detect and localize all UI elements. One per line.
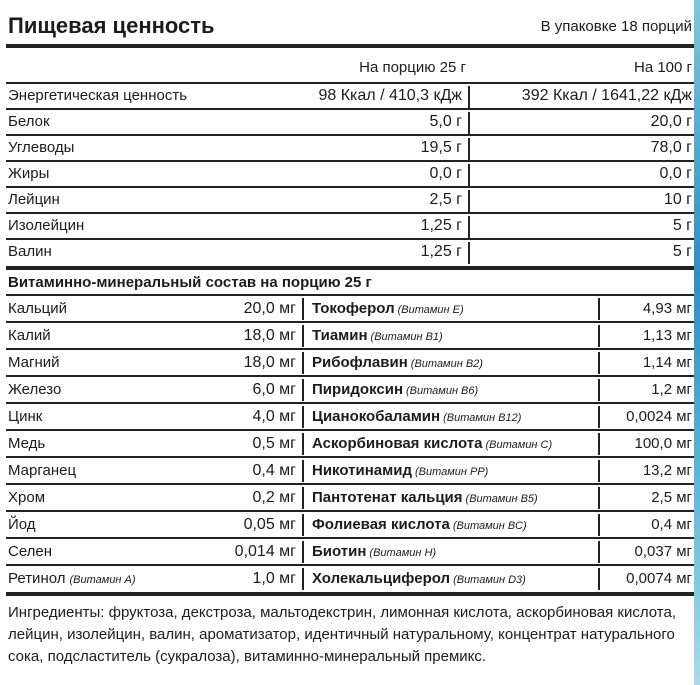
vitamin-amount: 0,0024 мг (626, 408, 692, 425)
column-separator (598, 298, 600, 320)
vitamin-name: Фолиевая кислота (Витамин ВС) (312, 516, 527, 533)
mineral-row (6, 349, 694, 375)
mineral-amount: 0,2 мг (252, 489, 296, 506)
mineral-row (6, 376, 694, 402)
nutrient-100g-value: 78,0 г (650, 139, 692, 156)
nutrient-serving-value: 98 Ккал / 410,3 кДж (318, 87, 462, 104)
vitamin-name: Пантотенат кальция (Витамин В5) (312, 489, 538, 506)
mineral-row (6, 565, 694, 591)
vitamin-note: (Витамин С) (485, 439, 553, 451)
nutrition-row (6, 213, 694, 239)
nutrient-100g-value: 20,0 г (650, 113, 692, 130)
column-separator (468, 112, 470, 134)
column-separator (302, 487, 304, 509)
column-separator (302, 325, 304, 347)
divider-section (6, 266, 694, 270)
nutrient-serving-value: 0,0 г (429, 165, 462, 182)
vitamin-note: (Витамин РР) (414, 466, 489, 478)
vitamin-amount: 13,2 мг (642, 462, 692, 479)
vitamin-name: Никотинамид (Витамин РР) (312, 462, 489, 479)
ingredients-text: Ингредиенты: фруктоза, декстроза, мальтодекстрин, лимонная кислота, аскорбиновая кислота, лейцин, изолейцин, валин, ароматизатор, идентичный натуральному, концентрат натурального сока, подсластитель (сукралоза), витаминно-минеральный премикс. (8, 604, 676, 665)
column-separator (468, 86, 470, 108)
vitamin-note: (Витамин В5) (465, 493, 538, 505)
vitamin-note: (Витамин В2) (410, 358, 483, 370)
mineral-name: Калий (8, 327, 51, 344)
column-separator (598, 487, 600, 509)
vitamin-name: Токоферол (Витамин Е) (312, 300, 464, 317)
mineral-amount: 18,0 мг (243, 354, 296, 371)
column-separator (598, 541, 600, 563)
mineral-amount: 6,0 мг (252, 381, 296, 398)
vitamin-note: (Витамин В1) (370, 331, 443, 343)
vitamin-name: Цианокобаламин (Витамин В12) (312, 408, 522, 425)
mineral-amount: 18,0 мг (243, 327, 296, 344)
nutrient-100g-value: 5 г (672, 217, 692, 234)
divider-top (6, 44, 694, 48)
column-separator (598, 406, 600, 428)
vitamin-name: Пиридоксин (Витамин В6) (312, 381, 479, 398)
mineral-row (6, 538, 694, 564)
package-servings: В упаковке 18 порций (540, 18, 692, 35)
mineral-amount: 0,4 мг (252, 462, 296, 479)
nutrition-row (6, 239, 694, 265)
vitamin-amount: 0,0074 мг (626, 570, 692, 587)
column-separator (302, 568, 304, 590)
column-separator (302, 433, 304, 455)
vitamin-name: Рибофлавин (Витамин В2) (312, 354, 483, 371)
mineral-row (6, 430, 694, 456)
vitamin-note: (Витамин Е) (397, 304, 464, 316)
nutrient-100g-value: 392 Ккал / 1641,22 кДж (521, 87, 692, 104)
vitamin-amount: 1,13 мг (642, 327, 692, 344)
column-separator (598, 433, 600, 455)
column-separator (468, 242, 470, 264)
package-edge-decoration (694, 0, 700, 685)
nutrition-row (6, 135, 694, 161)
column-separator (468, 138, 470, 160)
mineral-name: Йод (8, 516, 36, 533)
column-separator (302, 352, 304, 374)
nutrient-name: Лейцин (8, 191, 60, 208)
column-separator (468, 190, 470, 212)
vitamin-amount: 0,037 мг (634, 543, 692, 560)
vitamin-amount: 2,5 мг (651, 489, 692, 506)
column-separator (302, 514, 304, 536)
mineral-name: Ретинол (Витамин А) (8, 570, 136, 587)
page-title: Пищевая ценность (8, 13, 215, 38)
nutrient-serving-value: 2,5 г (429, 191, 462, 208)
vitamin-note: (Витамин В12) (443, 412, 522, 424)
column-separator (302, 460, 304, 482)
mineral-amount: 0,5 мг (252, 435, 296, 452)
nutrient-name: Изолейцин (8, 217, 85, 234)
nutrition-row (6, 83, 694, 109)
column-header-serving: На порцию 25 г (359, 59, 466, 76)
vitamin-note: (Витамин D3) (453, 574, 526, 586)
vitamin-amount: 100,0 мг (634, 435, 692, 452)
column-separator (302, 298, 304, 320)
column-separator (598, 460, 600, 482)
vitamin-note: (Витамин ВС) (452, 520, 527, 532)
vitamin-amount: 0,4 мг (651, 516, 692, 533)
nutrient-serving-value: 5,0 г (429, 113, 462, 130)
nutrient-name: Углеводы (8, 139, 75, 156)
vitamin-name: Холекальциферол (Витамин D3) (312, 570, 526, 587)
mineral-amount: 4,0 мг (252, 408, 296, 425)
nutrient-100g-value: 0,0 г (659, 165, 692, 182)
divider-bottom (6, 592, 694, 596)
nutrient-serving-value: 19,5 г (420, 139, 462, 156)
mineral-name: Хром (8, 489, 46, 506)
mineral-name: Марганец (8, 462, 77, 479)
section-title: Витаминно-минеральный состав на порцию 25 г (8, 274, 372, 291)
mineral-amount: 1,0 мг (252, 570, 296, 587)
mineral-row (6, 295, 694, 321)
mineral-name: Цинк (8, 408, 43, 425)
mineral-row (6, 457, 694, 483)
column-separator (598, 379, 600, 401)
column-separator (468, 164, 470, 186)
nutrient-100g-value: 5 г (672, 243, 692, 260)
column-separator (302, 541, 304, 563)
column-separator (302, 379, 304, 401)
vitamin-name: Биотин (Витамин Н) (312, 543, 437, 560)
nutrition-row (6, 187, 694, 213)
mineral-amount: 0,05 мг (243, 516, 296, 533)
nutrient-serving-value: 1,25 г (420, 243, 462, 260)
column-separator (598, 568, 600, 590)
mineral-row (6, 322, 694, 348)
nutrition-row (6, 161, 694, 187)
mineral-row (6, 403, 694, 429)
vitamin-note: (Витамин В6) (406, 385, 479, 397)
nutrient-serving-value: 1,25 г (420, 217, 462, 234)
nutrient-100g-value: 10 г (663, 191, 692, 208)
vitamin-amount: 1,14 мг (642, 354, 692, 371)
column-separator (598, 514, 600, 536)
mineral-name: Железо (8, 381, 62, 398)
nutrient-name: Энергетическая ценность (8, 87, 188, 104)
mineral-amount: 20,0 мг (243, 300, 296, 317)
nutrient-name: Белок (8, 113, 50, 130)
vitamin-amount: 4,93 мг (642, 300, 692, 317)
column-separator (302, 406, 304, 428)
mineral-row (6, 511, 694, 537)
column-separator (598, 325, 600, 347)
mineral-row (6, 484, 694, 510)
column-separator (598, 352, 600, 374)
nutrient-name: Жиры (8, 165, 50, 182)
nutrition-label (6, 0, 694, 685)
mineral-name: Магний (8, 354, 60, 371)
nutrition-row (6, 109, 694, 135)
mineral-name: Кальций (8, 300, 67, 317)
mineral-name: Селен (8, 543, 53, 560)
column-header-100g: На 100 г (633, 59, 692, 76)
vitamin-note: (Витамин Н) (369, 547, 437, 559)
nutrient-name: Валин (8, 243, 52, 260)
mineral-amount: 0,014 мг (234, 543, 296, 560)
vitamin-amount: 1,2 мг (651, 381, 692, 398)
mineral-name: Медь (8, 435, 46, 452)
vitamin-name: Аскорбиновая кислота (Витамин С) (312, 435, 553, 452)
column-separator (468, 216, 470, 238)
mineral-note: (Витамин А) (69, 574, 136, 586)
vitamin-name: Тиамин (Витамин В1) (312, 327, 443, 344)
